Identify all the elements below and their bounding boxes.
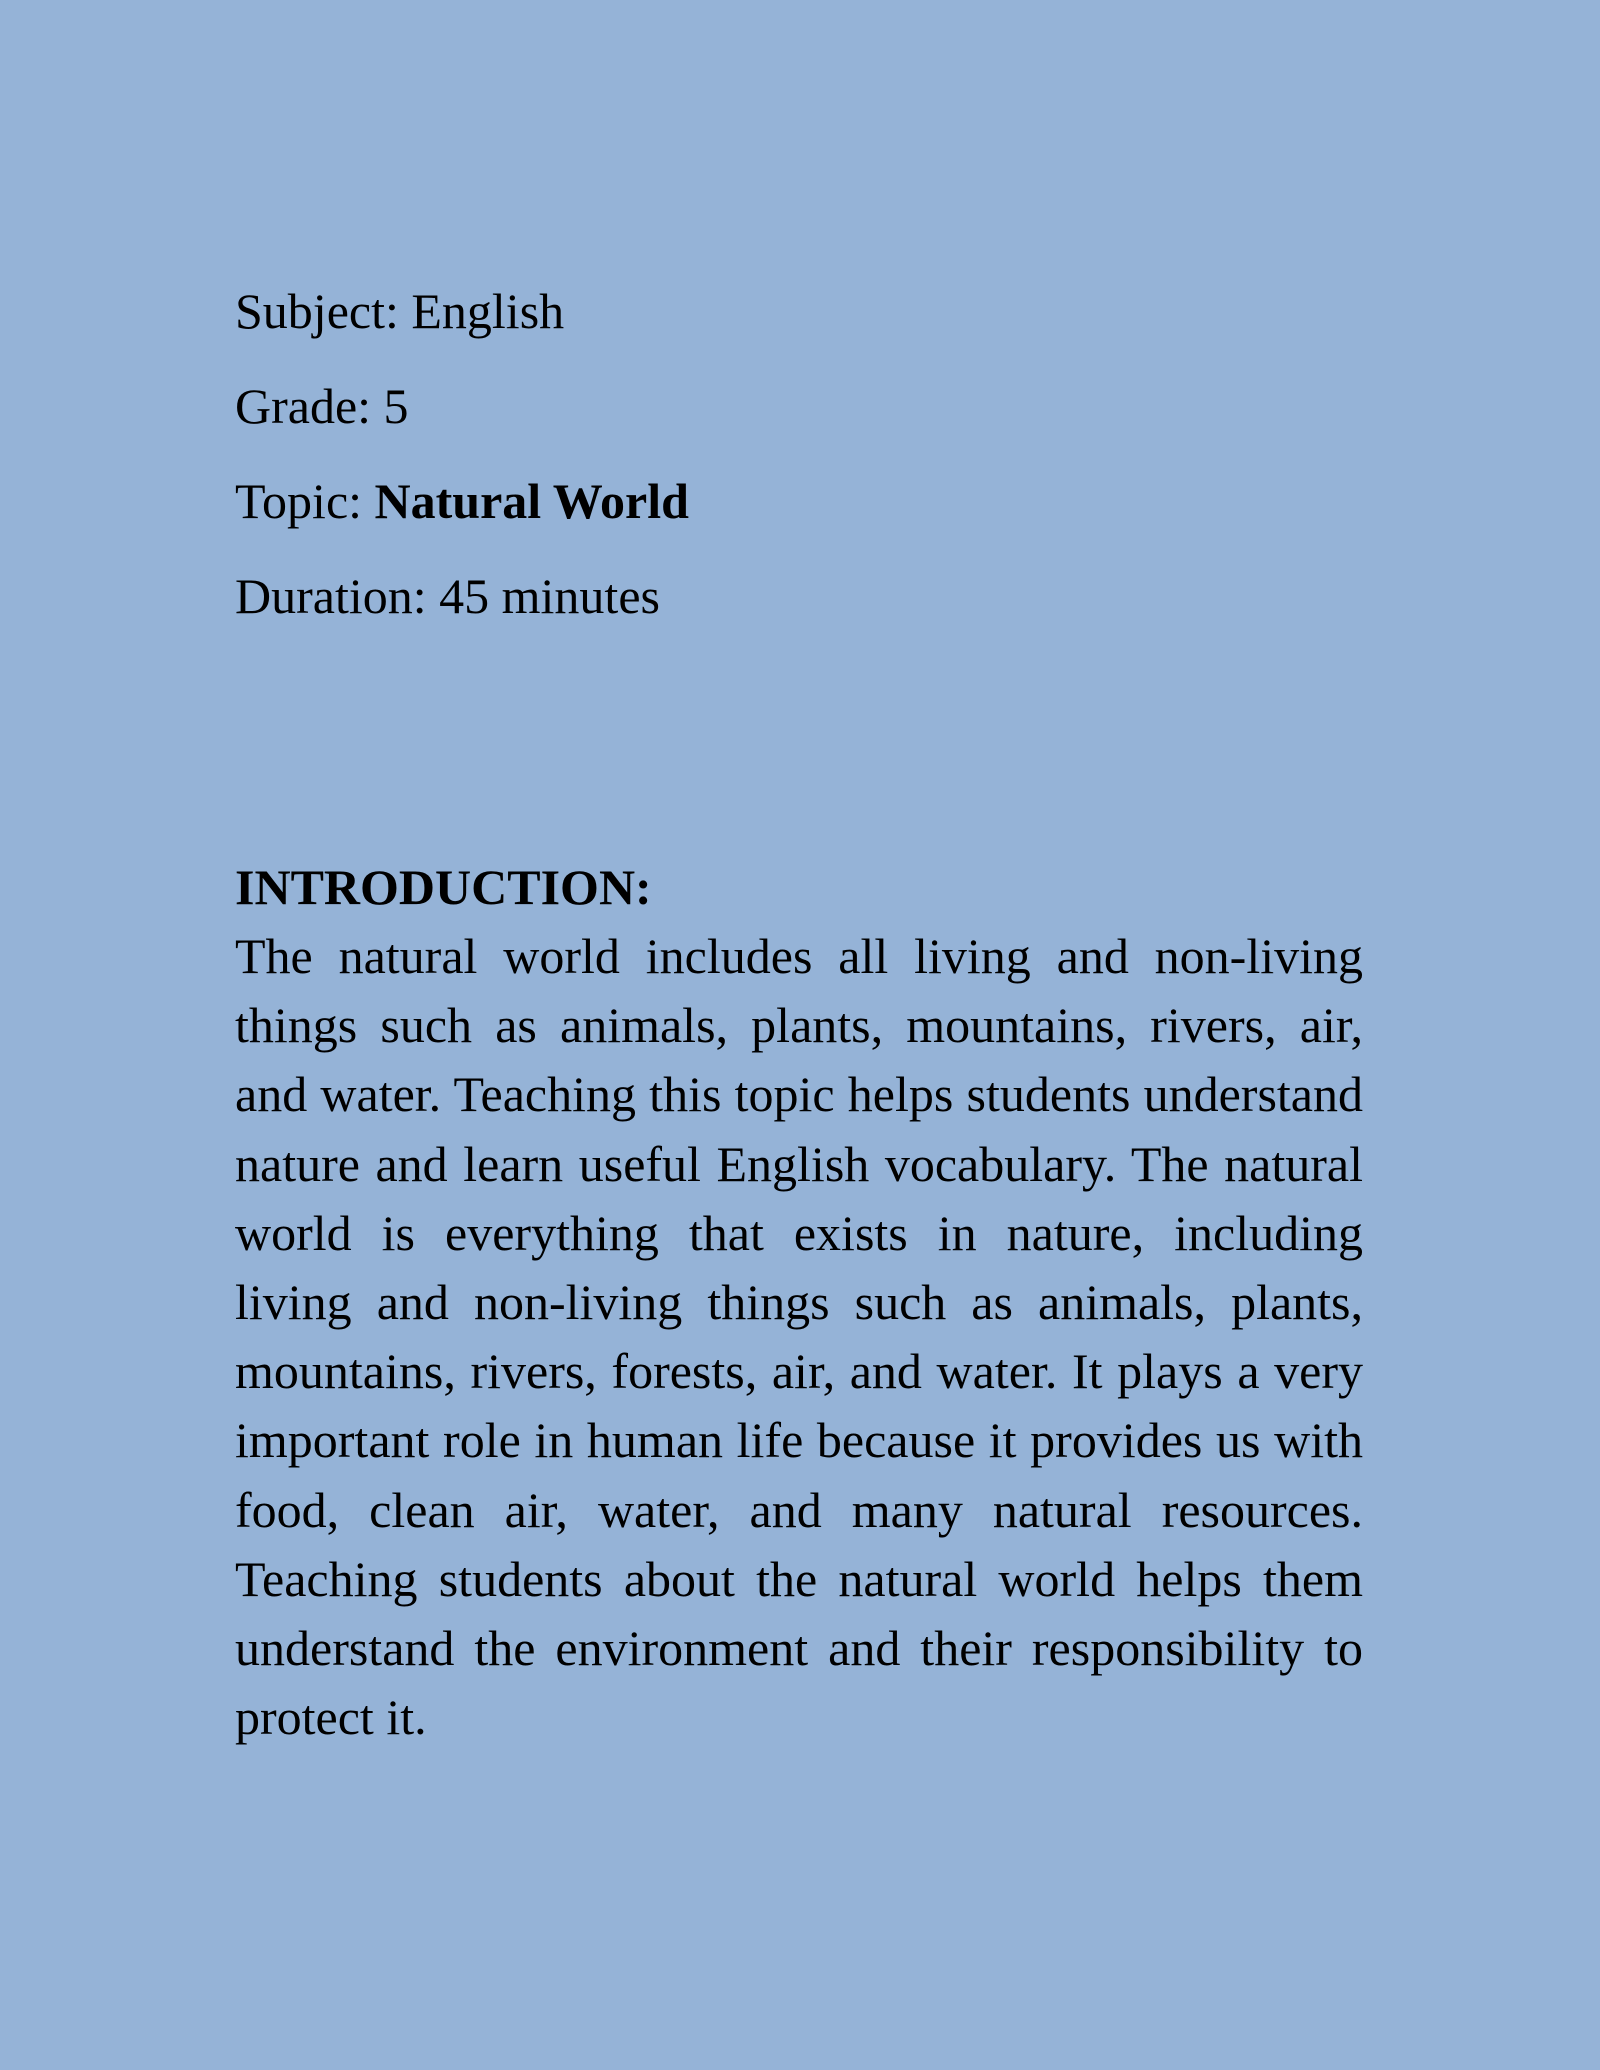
subject-line: [235, 282, 1365, 340]
duration-value: 45 minutes: [439, 568, 660, 624]
introduction-heading: INTRODUCTION:: [235, 859, 652, 915]
introduction-section: [235, 856, 1363, 1752]
grade-line: [235, 377, 1365, 435]
topic-label: Topic:: [235, 473, 363, 529]
topic-value: Natural World: [374, 473, 689, 529]
subject-label: Subject:: [235, 283, 399, 339]
lesson-details: [235, 282, 1365, 662]
grade-value: 5: [383, 378, 409, 434]
subject-value: English: [411, 283, 565, 339]
duration-label: Duration:: [235, 568, 427, 624]
duration-line: [235, 567, 1365, 625]
topic-line: [235, 472, 1365, 530]
grade-label: Grade:: [235, 378, 372, 434]
introduction-paragraph: The natural world includes all living and non-living things such as animals, plants, mountains, rivers, air, and water. Teaching this topic helps students understand nature and learn useful English vocabulary. The natural world is everything that exists in nature, including living and non-living things such as animals, plants, mountains, rivers, forests, air, and water. It plays a very important role in human life because it provides us with food, clean air, water, and many natural resources. Teaching students about the natural world helps them understand the environment and their responsibility to protect it.: [235, 928, 1363, 1746]
